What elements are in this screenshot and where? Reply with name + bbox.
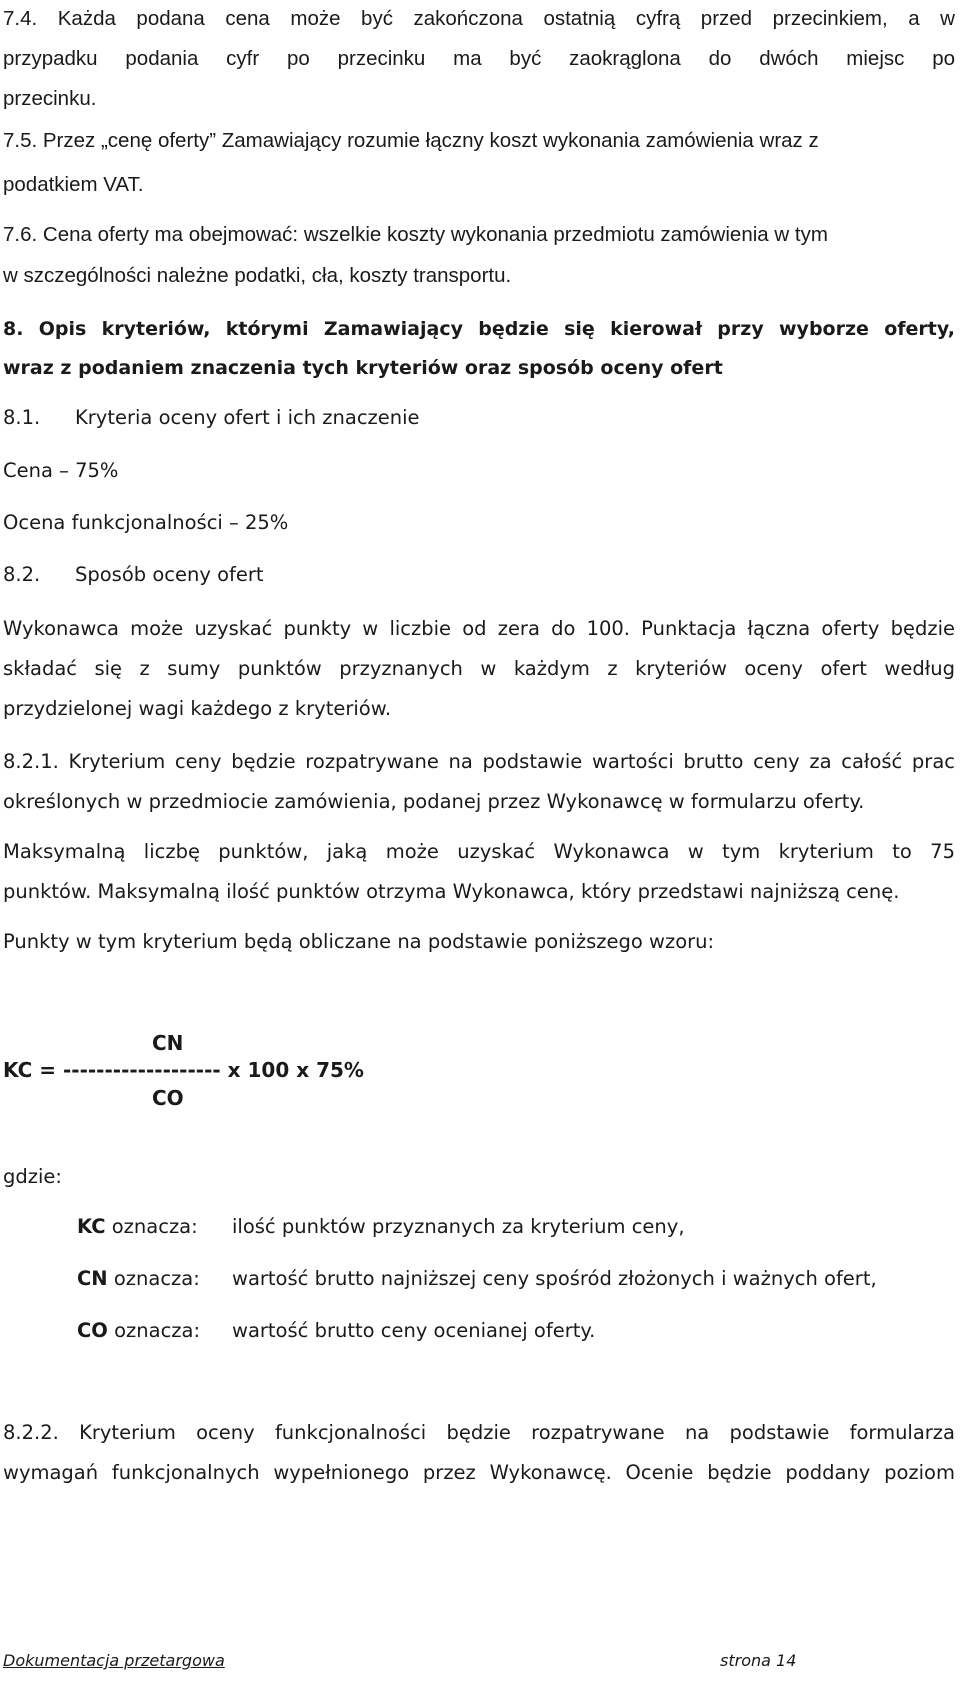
footer-document-title: Dokumentacja przetargowa — [3, 1651, 225, 1670]
legend-intro: gdzie: — [3, 1165, 62, 1188]
legend-symbol: CO — [77, 1319, 108, 1342]
para-8-2-1-line-2: określonych w przedmiocie zamówienia, podanej przez Wykonawcę w formularzu oferty. — [3, 790, 865, 813]
legend-suffix: oznacza: — [105, 1215, 198, 1238]
legend-desc-kc: ilość punktów przyznanych za kryterium ceny, — [232, 1215, 685, 1238]
formula-intro: Punkty w tym kryterium będą obliczane na podstawie poniższego wzoru: — [3, 930, 715, 953]
section-8-2-heading — [3, 562, 264, 588]
formula-denominator: CO — [152, 1086, 184, 1110]
legend-desc-co: wartość brutto ceny ocenianej oferty. — [232, 1319, 596, 1342]
formula-main: KC = ------------------- x 100 x 75% — [3, 1058, 364, 1082]
section-8-heading-line-2: wraz z podaniem znaczenia tych kryteriów oraz sposób oceny ofert — [3, 357, 723, 379]
para-8-2-line-2: składać się z sumy punktów przyznanych w każdym z kryteriów oceny ofert według — [3, 657, 955, 680]
para-7-4-line-1: 7.4. Każda podana cena może być zakończona ostatnią cyfrą przed przecinkiem, a w — [3, 7, 955, 30]
legend-key-kc — [77, 1214, 198, 1240]
max-points-line-2: punktów. Maksymalną ilość punktów otrzyma Wykonawca, który przedstawi najniższą cenę. — [3, 880, 900, 903]
para-8-2-1-line-1: 8.2.1. Kryterium ceny będzie rozpatrywane na podstawie wartości brutto ceny za całość prac — [3, 750, 955, 773]
legend-suffix: oznacza: — [107, 1319, 201, 1342]
legend-symbol: KC — [77, 1215, 106, 1238]
legend-desc-cn: wartość brutto najniższej ceny spośród złożonych i ważnych ofert, — [232, 1267, 877, 1290]
section-8-heading-line-1: 8. Opis kryteriów, którymi Zamawiający będzie się kierował przy wyborze oferty, — [3, 318, 955, 340]
para-8-2-2-line-1: 8.2.2. Kryterium oceny funkcjonalności będzie rozpatrywane na podstawie formularza — [3, 1421, 955, 1444]
para-8-2-2-line-2: wymagań funkcjonalnych wypełnionego przez Wykonawcę. Ocenie będzie poddany poziom — [3, 1461, 955, 1484]
legend-key-co — [77, 1318, 200, 1344]
section-8-2-number: 8.2. — [3, 563, 41, 586]
criterion-functionality: Ocena funkcjonalności – 25% — [3, 511, 289, 534]
section-8-1-title: Kryteria oceny ofert i ich znaczenie — [75, 406, 420, 429]
legend-key-cn — [77, 1266, 200, 1292]
section-8-1-heading — [3, 405, 420, 431]
para-7-6-line-1: 7.6. Cena oferty ma obejmować: wszelkie koszty wykonania przedmiotu zamówienia w tym — [3, 223, 828, 246]
criterion-price: Cena – 75% — [3, 459, 119, 482]
para-7-4-line-3: przecinku. — [3, 87, 97, 110]
footer-page-number: strona 14 — [720, 1651, 797, 1670]
para-8-2-line-3: przydzielonej wagi każdego z kryteriów. — [3, 697, 392, 720]
section-8-2-title: Sposób oceny ofert — [75, 563, 264, 586]
legend-symbol: CN — [77, 1267, 108, 1290]
para-7-5-line-1: 7.5. Przez „cenę oferty” Zamawiający rozumie łączny koszt wykonania zamówienia wraz z — [3, 129, 819, 152]
section-8-1-number: 8.1. — [3, 406, 41, 429]
para-7-4-line-2: przypadku podania cyfr po przecinku ma być zaokrąglona do dwóch miejsc po — [3, 47, 955, 70]
max-points-line-1: Maksymalną liczbę punktów, jaką może uzyskać Wykonawca w tym kryterium to 75 — [3, 840, 955, 863]
formula-numerator: CN — [152, 1031, 184, 1055]
para-7-6-line-2: w szczególności należne podatki, cła, koszty transportu. — [3, 264, 512, 287]
legend-suffix: oznacza: — [107, 1267, 200, 1290]
para-7-5-line-2: podatkiem VAT. — [3, 173, 144, 196]
para-8-2-line-1: Wykonawca może uzyskać punkty w liczbie od zera do 100. Punktacja łączna oferty będzie — [3, 617, 955, 640]
